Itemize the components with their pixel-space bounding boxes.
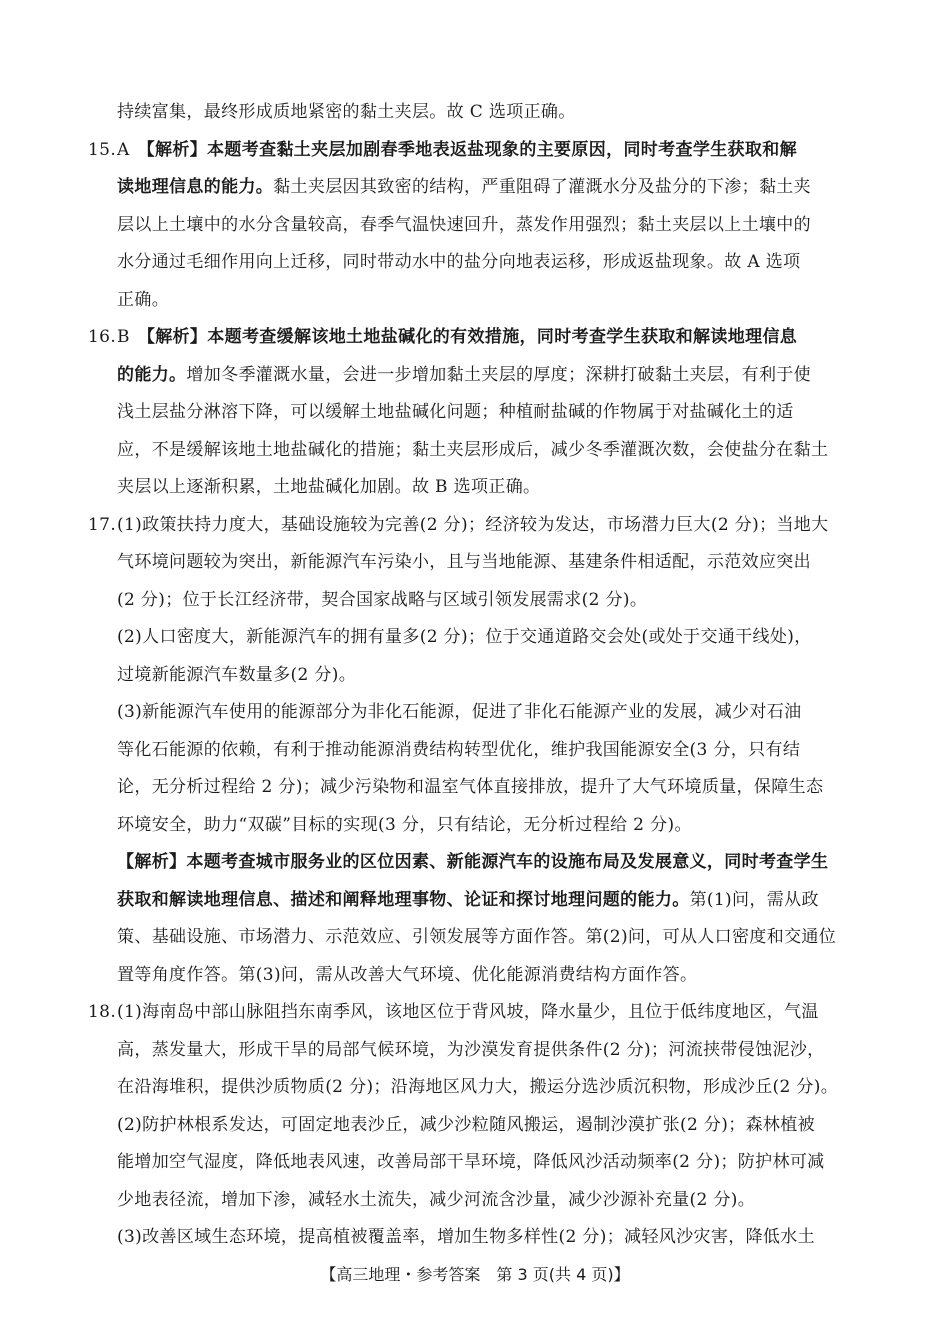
q17-number: 17.: [88, 514, 117, 535]
q17-analysis-line-2: [88, 882, 864, 920]
q15-number: 15.: [88, 139, 117, 160]
q15-analysis-heading: 【解析】本题考查黏土夹层加剧春季地表返盐现象的主要原因，同时考查学生获取和解: [137, 139, 797, 160]
answer-content: [88, 94, 864, 1257]
continuation-line: 持续富集，最终形成质地紧密的黏土夹层。故 C 选项正确。: [117, 102, 576, 122]
q18-p1-line-2: 高，蒸发量大，形成干旱的局部气候环境，为沙漠发育提供条件(2 分)；河流挟带侵蚀泥沙，: [117, 1039, 825, 1060]
q18-p2-line-3: 少地表径流，增加下渗，减轻水土流失，减少河流含沙量，减少沙源补充量(2 分)。: [117, 1189, 756, 1210]
q18-p2-line-2: 能增加空气湿度，降低地表风速，改善局部干旱环境，降低风沙活动频率(2 分)；防护林可减: [117, 1152, 825, 1172]
q17-p2-line-1: (2)人口密度大，新能源汽车的拥有量多(2 分)；位于交通道路交会处(或处于交通干线处)，: [117, 627, 812, 647]
q18-number: 18.: [88, 1002, 117, 1022]
q17-analysis-line-3: 策、基础设施、市场潜力、示范效应、引领发展等方面作答。第(2)问，可从人口密度和交通位: [117, 927, 837, 947]
q17-p2-line-2: 过境新能源汽车数量多(2 分)。: [117, 664, 357, 685]
q15-answer: A: [117, 139, 130, 160]
q17-p1-line-3: (2 分)；位于长江经济带，契合国家战略与区域引领发展需求(2 分)。: [117, 589, 648, 610]
q18-p3-line-1: (3)改善区域生态环境，提高植被覆盖率，增加生物多样性(2 分)；减轻风沙灾害，降低水土: [117, 1227, 815, 1247]
q17-analysis-line-4: 置等角度作答。第(3)问，需从改善大气环境、优化能源消费结构方面作答。: [117, 964, 698, 985]
q18-p2-line-1: (2)防护林根系发达，可固定地表沙丘，减少沙粒随风搬运，遏制沙漠扩张(2 分)；森林植被: [117, 1114, 815, 1135]
q17-part-1-text: (1)政策扶持力度大，基础设施较为完善(2 分)；经济较为发达，市场潜力巨大(2 分)；当地大: [117, 514, 829, 535]
q17-analysis-heading-end: 获取和解读地理信息、描述和阐释地理事物、论证和探讨地理问题的能力。: [117, 889, 690, 910]
q15-text: 黏土夹层因其致密的结构，严重阻碍了灌溉水分及盐分的下渗；黏土夹: [273, 177, 812, 197]
q15-line-2: [88, 169, 864, 207]
q16-analysis-heading-end: 的能力。: [117, 364, 187, 385]
q18-line-1: [88, 994, 864, 1032]
q15-line-1: [88, 132, 864, 170]
q16-line-5: 夹层以上逐渐积累，土地盐碱化加剧。故 B 选项正确。: [117, 477, 541, 497]
q16-number: 16.: [88, 327, 117, 347]
q16-line-1: [88, 319, 864, 357]
q15-line-4: 水分通过毛细作用向上迁移，同时带动水中的盐分向地表运移，形成返盐现象。故 A 选项: [117, 252, 801, 272]
q16-line-4: 应，不是缓解该地土地盐碱化的措施；黏土夹层形成后，减少冬季灌溉次数，会使盐分在黏土: [117, 439, 829, 460]
q17-analysis-text: 第(1)问，需从政: [689, 889, 819, 910]
q18-p1-line-3: 在沿海堆积，提供沙质物质(2 分)；沿海地区风力大，搬运分选沙质沉积物，形成沙丘(2 分)。: [117, 1077, 839, 1097]
q17-p1-line-2: 气环境问题较为突出，新能源汽车污染小，且与当地能源、基建条件相适配，示范效应突出: [117, 552, 811, 572]
q16-answer: B: [117, 327, 130, 347]
question-18: [88, 994, 864, 1257]
question-15: [88, 132, 864, 320]
q17-p3-line-4: 环境安全，助力“双碳”目标的实现(3 分，只有结论，无分析过程给 2 分)。: [117, 814, 692, 835]
question-17: [88, 507, 864, 995]
q15-line-5: 正确。: [117, 289, 170, 310]
q16-line-2: [88, 357, 864, 395]
q15-line-3: 层以上土壤中的水分含量较高，春季气温快速回升，蒸发作用强烈；黏土夹层以上土壤中的: [117, 214, 811, 235]
q17-p3-line-3: 论，无分析过程给 2 分)；减少污染物和温室气体直接排放，提升了大气环境质量，保障生态: [117, 777, 824, 797]
q17-line-1: [88, 507, 864, 545]
page-footer: 【高三地理・参考答案 第 3 页(共 4 页)】: [320, 1265, 630, 1284]
q16-analysis-heading: 【解析】本题考查缓解该地土地盐碱化的有效措施，同时考查学生获取和解读地理信息: [137, 327, 798, 347]
q17-p3-line-1: (3)新能源汽车使用的能源部分为非化石能源，促进了非化石能源产业的发展，减少对石油: [117, 702, 802, 722]
q18-part-1-text: (1)海南岛中部山脉阻挡东南季风，该地区位于背风坡，降水量少，且位于低纬度地区，气温: [117, 1002, 819, 1022]
q16-line-3: 浅土层盐分淋溶下降，可以缓解土地盐碱化问题；种植耐盐碱的作物属于对盐碱化土的适: [117, 402, 794, 422]
question-16: [88, 319, 864, 507]
q15-analysis-heading-end: 读地理信息的能力。: [117, 177, 274, 197]
q17-p3-line-2: 等化石能源的依赖，有利于推动能源消费结构转型优化，维护我国能源安全(3 分，只有结: [117, 739, 801, 760]
q17-analysis-line-1: 【解析】本题考查城市服务业的区位因素、新能源汽车的设施布局及发展意义，同时考查学生: [117, 852, 829, 872]
q16-text: 增加冬季灌溉水量，会进一步增加黏土夹层的厚度；深耕打破黏土夹层，有利于使: [186, 364, 812, 385]
